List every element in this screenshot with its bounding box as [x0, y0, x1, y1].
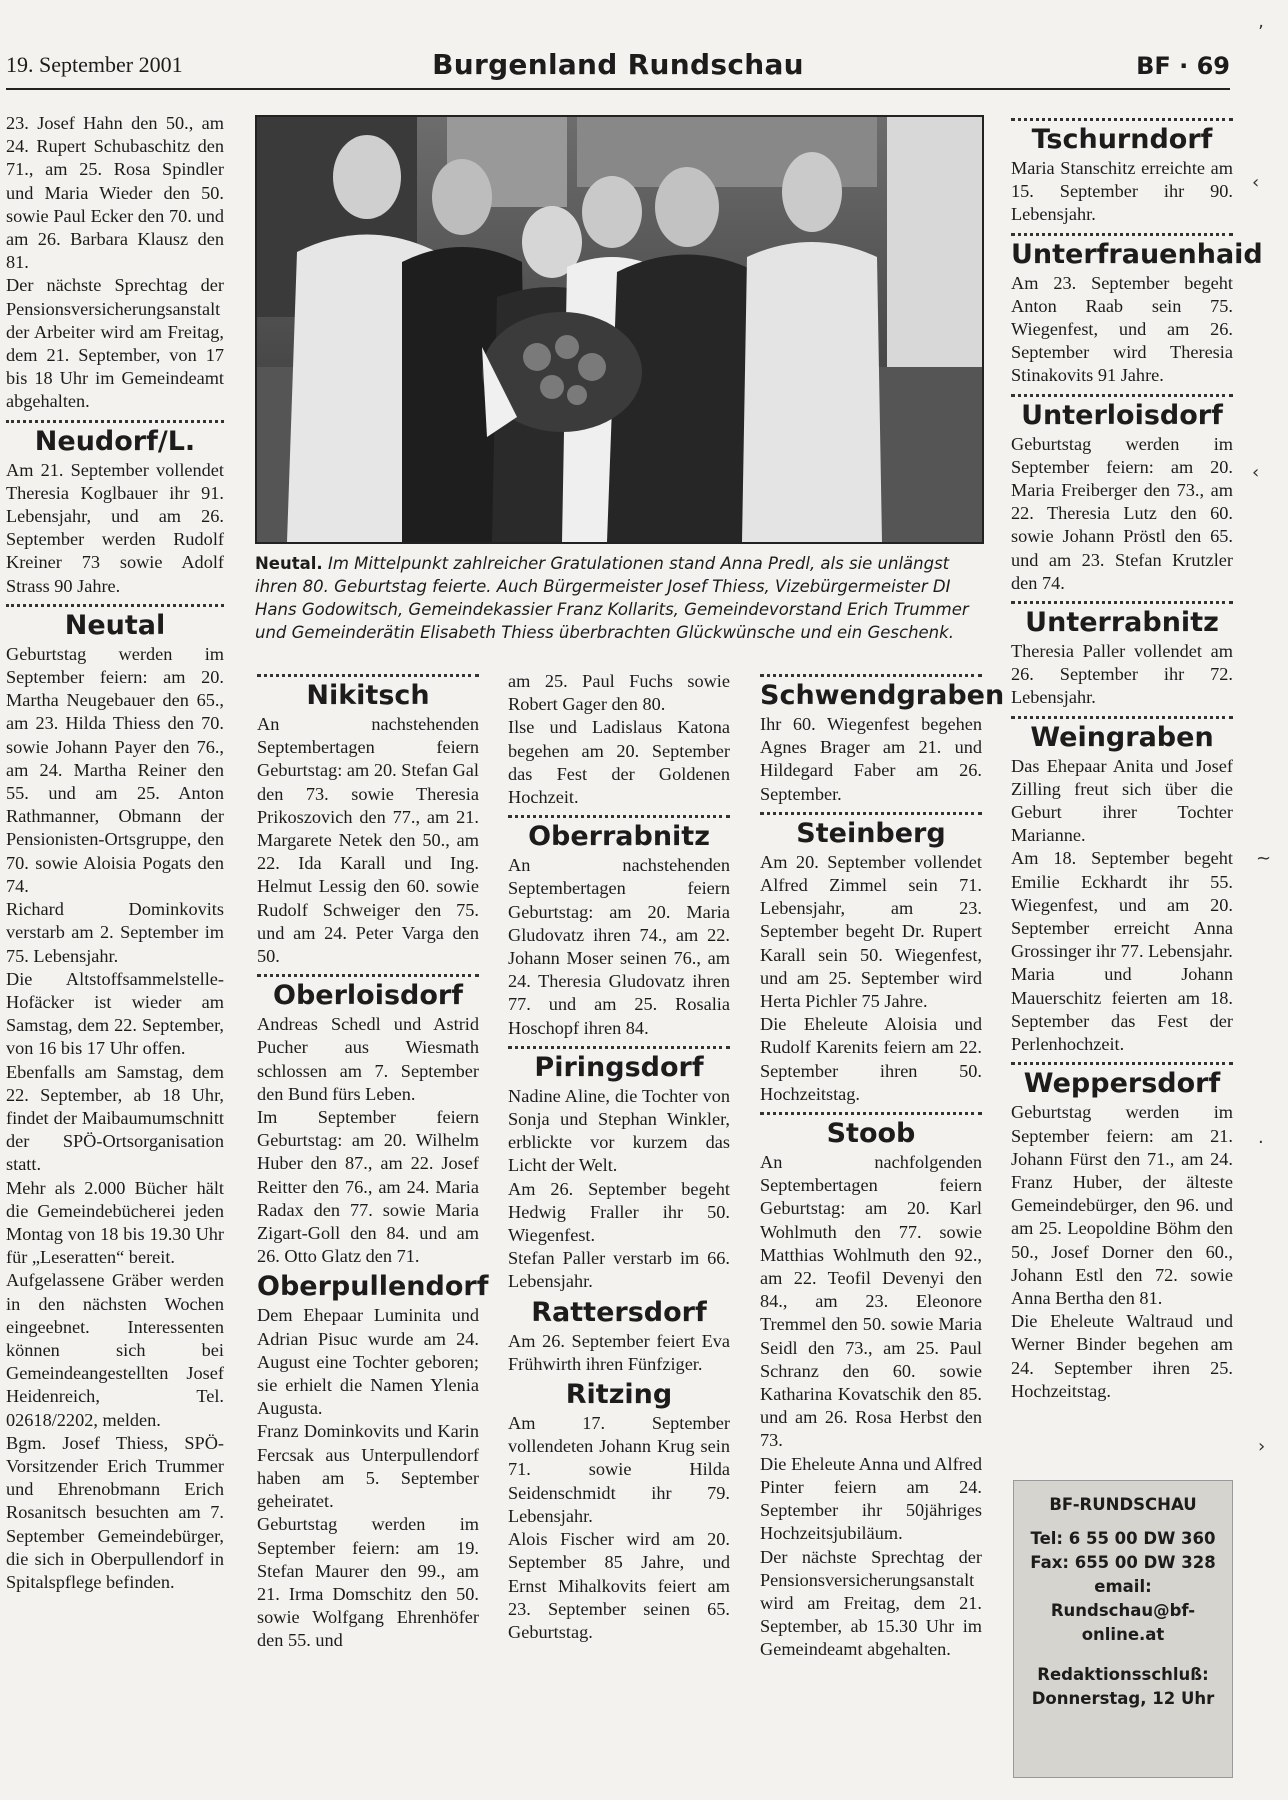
- caption-lead: Neutal.: [255, 554, 323, 573]
- infobox-fax: Fax: 655 00 DW 328: [1030, 1553, 1216, 1572]
- column-4: [760, 668, 1005, 1662]
- section-heading-weingraben: Weingraben: [1030, 721, 1214, 753]
- article-text: Mehr als 2.000 Bücher hält die Gemeindebücherei jeden Montag von 18 bis 19.30 Uhr für „Leseratten“ bereit.: [6, 1177, 224, 1268]
- article-text: Die Eheleute Waltraud und Werner Binder begehen am 24. September ihren 25. Hochzeitstag.: [1011, 1311, 1233, 1401]
- divider: [508, 1046, 730, 1049]
- infobox-email-line1: Rundschau@bf-: [1050, 1601, 1196, 1620]
- divider: [1011, 601, 1233, 604]
- section-heading-schwendgraben: Schwendgraben: [760, 680, 1005, 711]
- article-text: Der nächste Sprechtag der Pensionsversicherungsanstalt der Arbeiter wird am Freitag, dem 21. September, von 17 bis 18 Uhr im Gemeindeamt abgehalten.: [6, 275, 224, 412]
- section-heading-neutal: Neutal: [64, 609, 166, 641]
- article-text: am 25. Paul Fuchs sowie Robert Gager den 80.: [508, 671, 730, 715]
- group-photo: [255, 115, 984, 544]
- article-text: An nachfolgenden Septembertagen feiern Geburtstag: am 20. Karl Wohlmuth den 77. sowie Matthias Wohlmuth den 92., am 22. Teofil Devenyi den 84., am 23. Eleonore Tremmel den 50. sowie Maria Seidl den 73., am 25. Paul Schranz den 60. sowie Katharina Kovatschik den 85. und am 26. Rosa Herbst den 73.: [760, 1152, 982, 1451]
- column-1: [6, 112, 224, 1594]
- divider: [257, 674, 479, 677]
- divider: [1011, 1062, 1233, 1065]
- article-text: Maria und Johann Mauerschitz feierten am 18. September das Fest der Perlenhochzeit.: [1011, 964, 1233, 1055]
- section-heading-oberrabnitz: Oberrabnitz: [528, 821, 710, 853]
- section-heading-piringsdorf: Piringsdorf: [534, 1051, 704, 1083]
- section-heading-ritzing: Ritzing: [565, 1379, 673, 1411]
- divider: [6, 604, 224, 607]
- page-number: BF · 69: [1136, 52, 1230, 80]
- column-3: [508, 670, 730, 1644]
- article-text: Ebenfalls am Samstag, dem 22. September, ab 18 Uhr, findet der Maibaumumschnitt der SPÖ-Ortsorganisation statt.: [6, 1061, 224, 1175]
- article-text: Geburtstag werden im September feiern: am 19. Stefan Maurer den 99., am 21. Irma Domschitz den 50. sowie Wolfgang Ehrenhöfer den 55. und: [257, 1514, 479, 1651]
- article-text: Am 26. September begeht Hedwig Fraller ihr 50. Wiegenfest.: [508, 1178, 730, 1246]
- infobox-deadline: Donnerstag, 12 Uhr: [1031, 1689, 1215, 1708]
- article-text: Am 21. September vollendet Theresia Koglbauer ihr 91. Lebensjahr, und am 26. September werden Rudolf Kreiner 73 sowie Adolf Strass 90 Jahre.: [6, 459, 224, 596]
- article-text: Am 26. September feiert Eva Frühwirth ihren Fünfziger.: [508, 1330, 730, 1374]
- margin-mark: ›: [1258, 1436, 1266, 1457]
- article-text: An nachstehenden Septembertagen feiern Geburtstag: am 20. Stefan Gal den 73. sowie Theresia Prikoszovich den 77., am 21. Margarete Netek den 50., am 22. Ida Karall und Ing. Helmut Lessig den 60. sowie Rudolf Schweiger den 75. und am 24. Peter Varga den 50.: [257, 714, 479, 967]
- infobox-deadline-label: Redaktionsschluß:: [1037, 1665, 1209, 1684]
- infobox-email-label: email:: [1094, 1577, 1152, 1596]
- article-text: Im September feiern Geburtstag: am 20. Wilhelm Huber den 87., am 22. Josef Reitter den 76., am 24. Maria Radax den 77. sowie Maria Zigart-Goll den 84. und am 26. Otto Glatz den 71.: [257, 1107, 479, 1267]
- divider: [508, 815, 730, 818]
- article-text: Am 18. September begeht Emilie Eckhardt ihr 55. Wiegenfest, und am 20. September erreicht Anna Grossinger ihr 77. Lebensjahr.: [1011, 848, 1233, 962]
- article-text: Geburtstag werden im September feiern: am 20. Maria Freiberger den 73., am 22. Theresia Lutz den 60. sowie Johann Pröstl den 65. und am 23. Stefan Krutzler den 74.: [1011, 433, 1233, 593]
- divider: [1011, 118, 1233, 121]
- section-heading-rattersdorf: Rattersdorf: [531, 1296, 707, 1328]
- divider: [1011, 394, 1233, 397]
- infobox-title: BF-RUNDSCHAU: [1049, 1495, 1197, 1514]
- margin-mark: ~: [1256, 848, 1272, 869]
- article-text: Franz Dominkovits und Karin Fercsak aus Unterpullendorf haben am 5. September geheiratet.: [257, 1421, 479, 1512]
- section-heading-neudorf: Neudorf/L.: [34, 425, 196, 457]
- article-text: Die Eheleute Anna und Alfred Pinter feiern am 24. September ihr 50jähriges Hochzeitsjubiläum.: [760, 1453, 982, 1544]
- article-text: Am 23. September begeht Anton Raab sein 75. Wiegenfest, und am 26. September wird Theresia Stinakovits 91 Jahre.: [1011, 272, 1233, 386]
- section-heading-unterrabnitz: Unterrabnitz: [1025, 607, 1219, 639]
- contact-infobox: [1013, 1480, 1233, 1778]
- article-text: Am 20. September vollendet Alfred Zimmel sein 71. Lebensjahr, am 23. September begeht Dr. Rupert Karall sein 50. Wiegenfest, und am 25. September wird Herta Pichler 75 Jahre.: [760, 851, 982, 1012]
- article-text: Geburtstag werden im September feiern: am 20. Martha Neugebauer den 65., am 23. Hilda Thiess den 70. sowie Johann Payer den 76., am 24. Martha Reiner den 55. und am 25. Anton Rathmanner, Obmann der Pensionisten-Ortsgruppe, den 70. sowie Aloisia Pogats den 74.: [6, 643, 224, 896]
- article-text: Theresia Paller vollendet am 26. September ihr 72. Lebensjahr.: [1011, 641, 1233, 708]
- column-2: [257, 668, 489, 1653]
- article-text: Der nächste Sprechtag der Pensionsversicherungsanstalt wird am Freitag, dem 21. September, ab 15.30 Uhr im Gemeindeamt abgehalten.: [760, 1546, 982, 1660]
- group-photo-illustration: [257, 117, 982, 542]
- photo-caption: [255, 552, 985, 644]
- column-5: [1011, 112, 1263, 1403]
- article-text: Ilse und Ladislaus Katona begehen am 20. September das Fest der Goldenen Hochzeit.: [508, 717, 730, 808]
- article-text: Die Eheleute Aloisia und Rudolf Karenits feiern am 22. September ihren 50. Hochzeitstag.: [760, 1014, 982, 1104]
- article-text: Andreas Schedl und Astrid Pucher aus Wiesmath schlossen am 7. September den Bund fürs Leben.: [257, 1014, 479, 1104]
- divider: [1011, 233, 1233, 236]
- article-text: Dem Ehepaar Luminita und Adrian Pisuc wurde am 24. August eine Tochter geboren; sie erhielt die Namen Ylenia Augusta.: [257, 1305, 479, 1419]
- article-text: Ihr 60. Wiegenfest begehen Agnes Brager am 21. und Hildegard Faber am 26. September.: [760, 714, 982, 804]
- section-heading-unterloisdorf: Unterloisdorf: [1021, 399, 1223, 431]
- article-text: An nachstehenden Septembertagen feiern Geburtstag: am 20. Maria Gludovatz ihren 74., am 22. Johann Moser seinen 76., am 24. Theresia Gludovatz ihren 77. und am 25. Rosalia Hoschopf ihren 84.: [508, 855, 730, 1038]
- section-heading-stoob: Stoob: [826, 1118, 916, 1150]
- margin-mark: ·: [1258, 1132, 1264, 1153]
- issue-date: 19. September 2001: [6, 52, 183, 77]
- article-text: Am 17. September vollendeten Johann Krug sein 71. sowie Hilda Seidenschmidt ihr 79. Lebensjahr.: [508, 1413, 730, 1526]
- divider: [760, 674, 982, 677]
- newspaper-title: Burgenland Rundschau: [432, 48, 804, 81]
- masthead: [6, 46, 1230, 90]
- article-text: Geburtstag werden im September feiern: am 21. Johann Fürst den 71., am 24. Franz Huber, der älteste Gemeindebürger, den 96. und am 25. Leopoldine Böhm den 50., Josef Dorner den 60., Johann Estl den 72. sowie Anna Bertha den 81.: [1011, 1102, 1233, 1308]
- article-text: Alois Fischer wird am 20. September 85 Jahre, und Ernst Mihalkovits feiert am 23. September seinen 65. Geburtstag.: [508, 1529, 730, 1642]
- divider: [760, 1112, 982, 1115]
- margin-mark: ‹: [1252, 172, 1260, 193]
- section-heading-nikitsch: Nikitsch: [306, 680, 430, 711]
- article-text: 23. Josef Hahn den 50., am 24. Rupert Schubaschitz den 71., am 25. Rosa Spindler und Maria Wieder den 50. sowie Paul Ecker den 70. und am 26. Barbara Klausz den 81.: [6, 113, 224, 273]
- divider: [257, 974, 479, 977]
- section-heading-oberloisdorf: Oberloisdorf: [273, 980, 463, 1012]
- article-text: Stefan Paller verstarb im 66. Lebensjahr.: [508, 1248, 730, 1292]
- article-text: Maria Stanschitz erreichte am 15. September ihr 90. Lebensjahr.: [1011, 158, 1233, 225]
- caption-text: Im Mittelpunkt zahlreicher Gratulationen stand Anna Predl, als sie unlängst ihren 80. Geburtstag feierte. Auch Bürgermeister Josef Thiess, Vizebürgermeister DI Hans Godowitsch, Gemeindekassier Franz Kollarits, Gemeindevorstand Erich Trummer und Gemeinderätin Elisabeth Thiess überbrachten Glückwünsche und ein Geschenk.: [255, 554, 969, 642]
- article-text: Das Ehepaar Anita und Josef Zilling freut sich über die Geburt ihrer Tochter Marianne.: [1011, 755, 1233, 846]
- margin-mark: ʼ: [1258, 22, 1264, 43]
- margin-mark: ‹: [1252, 462, 1260, 483]
- section-heading-steinberg: Steinberg: [796, 817, 946, 849]
- article-text: Richard Dominkovits verstarb am 2. September im 75. Lebensjahr.: [6, 899, 224, 966]
- divider: [760, 812, 982, 815]
- section-heading-oberpullendorf: Oberpullendorf: [257, 1271, 489, 1303]
- divider: [6, 420, 224, 423]
- section-heading-unterfrauenhaid: Unterfrauenhaid: [1011, 238, 1263, 270]
- article-text: Bgm. Josef Thiess, SPÖ-Vorsitzender Erich Trummer und Ehrenobmann Erich Rosanitsch besuchten am 7. September Gemeindebürger, die sich in Oberpullendorf in Spitalspflege befinden.: [6, 1432, 224, 1592]
- section-heading-weppersdorf: Weppersdorf: [1023, 1068, 1221, 1100]
- article-text: Aufgelassene Gräber werden in den nächsten Wochen eingeebnet. Interessenten können sich bei Gemeindeangestellten Josef Heidenreich, Tel. 02618/2202, melden.: [6, 1270, 224, 1430]
- divider: [1011, 716, 1233, 719]
- infobox-email-line2: online.at: [1081, 1625, 1165, 1644]
- infobox-tel: Tel: 6 55 00 DW 360: [1030, 1529, 1216, 1548]
- article-text: Nadine Aline, die Tochter von Sonja und Stephan Winkler, erblickte vor kurzem das Licht der Welt.: [508, 1085, 730, 1176]
- section-heading-tschurndorf: Tschurndorf: [1031, 124, 1213, 155]
- article-text: Die Altstoffsammelstelle-Hofäcker ist wieder am Samstag, dem 22. September, von 16 bis 17 Uhr offen.: [6, 968, 224, 1059]
